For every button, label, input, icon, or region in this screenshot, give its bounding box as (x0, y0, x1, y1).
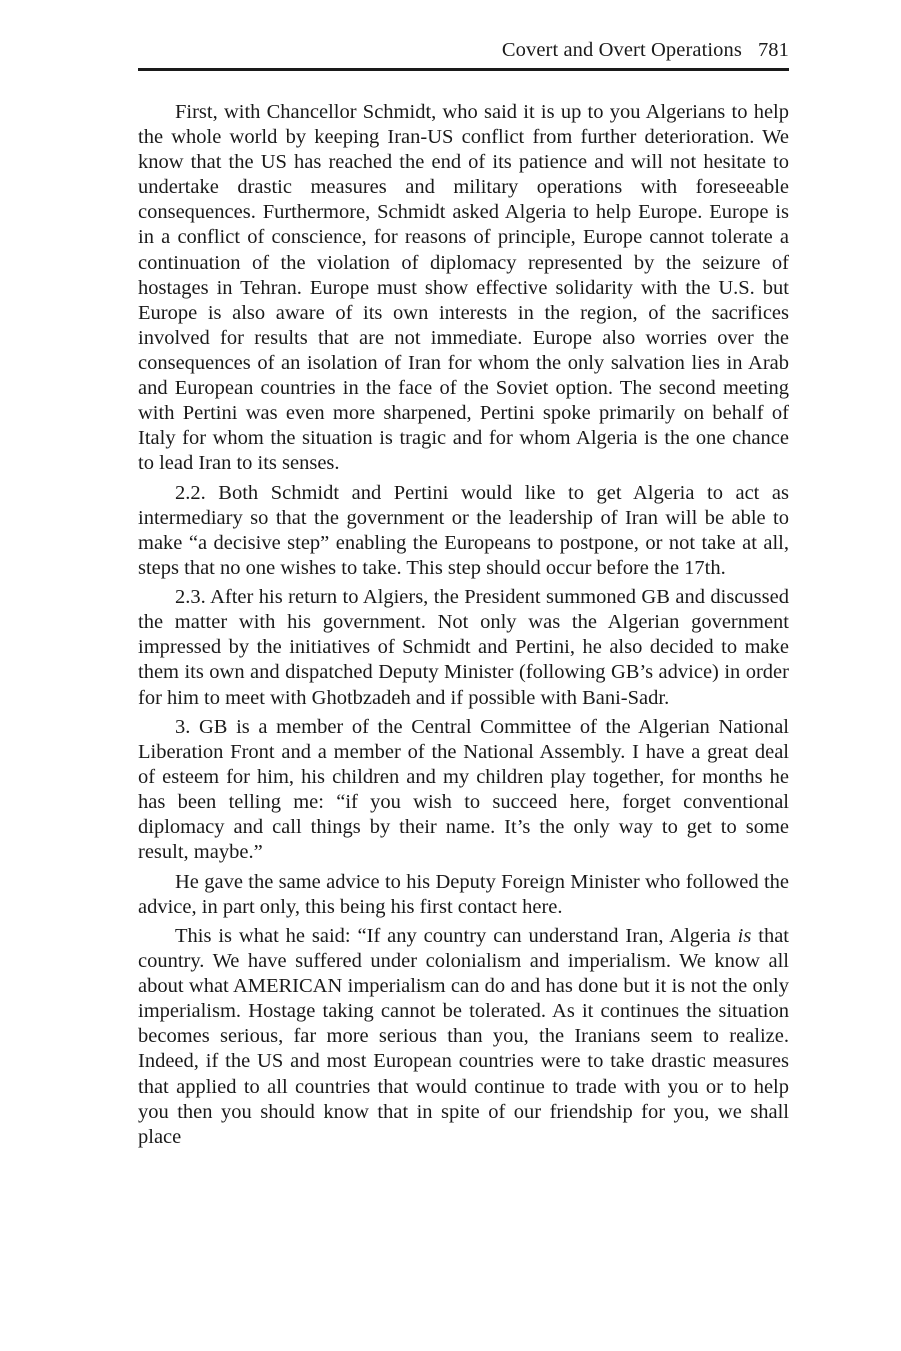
paragraph: He gave the same advice to his Deputy Foreign Minister who followed the advice, in part only, this being his first contact here. (138, 870, 789, 918)
paragraph: 2.3. After his return to Algiers, the President summoned GB and discussed the matter with his government. Not only was the Algerian government impressed by the initiatives of Schmidt and Pertini, he also decided to make them its own and dispatched Deputy Minister (following GB’s advice) in order for him to meet with Ghotbzadeh and if possible with Bani-Sadr. (138, 586, 789, 709)
emphasized-word: is (737, 924, 752, 947)
paragraph: 3. GB is a member of the Central Committee of the Algerian National Liberation Front and a member of the National Assembly. I have a great deal of esteem for him, his children and my children play together, for months he has been telling me: “if you wish to succeed here, forget conventional diplomacy and call things by their name. It’s the only way to get to some result, maybe.” (138, 715, 789, 864)
running-head-title: Covert and Overt Operations (501, 39, 742, 61)
paragraph: First, with Chancellor Schmidt, who said it is up to you Algerians to help the whole world by keeping Iran-US conflict from further deterioration. We know that the US has reached the end of its patience and will not hesitate to undertake drastic measures and military operations with foreseeable consequences. Furthermore, Schmidt asked Algeria to help Europe. Europe is in a conflict of conscience, for reasons of principle, Europe cannot tolerate a continuation of the violation of diplomacy represented by the seizure of hostages in Tehran. Europe must show effective solidarity with the U.S. but Europe is also aware of its own interests in the region, of the sacrifices involved for results that are not immediate. Europe also worries over the consequences of an isolation of Iran for whom the only salvation lies in Arab and European countries in the face of the Soviet option. The second meeting with Pertini was even more sharpened, Pertini spoke primarily on behalf of Italy for whom the situation is tragic and for whom Algeria is the one chance to lead Iran to its senses. (138, 101, 789, 475)
paragraph: 2.2. Both Schmidt and Pertini would like to get Algeria to act as intermediary so that the government or the leadership of Iran will be able to make “a decisive step” enabling the Europeans to postpone, or not take at all, steps that no one wishes to take. This step should occur before the 17th. (138, 481, 789, 579)
body-text (138, 100, 789, 1150)
paragraph-rest: that country. We have suffered under colonialism and imperialism. We know all about what AMERICAN imperialism can do and has done but it is not the only imperialism. Hostage taking cannot be tolerated. As it continues the situation becomes serious, far more serious than you, the Iranians seem to realize. Indeed, if the US and most European countries were to take drastic measures that applied to all countries that would continue to trade with you or to help you then you should know that in spite of our friendship for you, we shall place (138, 924, 789, 1148)
running-head (502, 36, 789, 64)
paragraph-final (138, 924, 789, 1150)
header-rule (138, 68, 789, 71)
paragraph-lead: This is what he said: “If any country can understand Iran, Algeria (175, 924, 738, 947)
page-number: 781 (757, 39, 789, 61)
